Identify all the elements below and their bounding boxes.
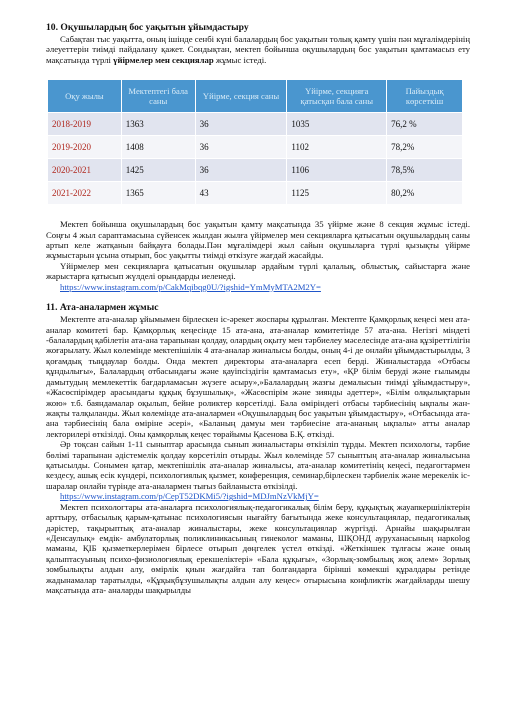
intro-text-part2: жұмыс істеді. — [213, 54, 267, 65]
table-row — [48, 113, 463, 136]
class-meetings-paragraph: Әр тоқсан сайын 1-11 сыныптар арасында сынып жиналыстары өткізіліп тұрды. Мектеп психологы, тәрбие бөлімі тарапынан әдістемелік қолдау көрсетіліп отырды. Жыл көлемінде 57 сыныптың ата-аналар жиналысына қатысылды. Сонымен қатар, мектепішілік ата-аналар жиналысы, ата-аналар комитетінің кеңесі, педагогтармен кездесу, ашық есік күндері, психологиялық қызмет, конференция, семинар,бірлескен тәрбиелік және мерекелік іс-шаралар онлайн түрінде ата-аналармен тығыз байланыста өткізілді. — [46, 439, 470, 491]
participants-cell: 1125 — [287, 182, 387, 205]
header-cell-academic-year: Оқу жылы — [48, 80, 122, 113]
competitions-paragraph: Үйірмелер мен секцияларға қатысатын оқушылар әрдайым түрлі қалалық, облыстық, сайыстарға және жарыстарға қатысып жүлделі орындарды иеленеді. — [46, 260, 470, 282]
students-cell: 1425 — [121, 159, 195, 182]
section-10-intro — [46, 34, 470, 65]
intro-bold-phrase: үйірмелер мен секциялар — [113, 54, 214, 65]
table-header-row — [48, 80, 463, 113]
header-cell-clubs-count: Үйірме, секция саны — [195, 80, 287, 113]
clubs-summary-paragraph: Мектеп бойынша оқушылардың бос уақытын қамту мақсатында 35 үйірме және 8 секция жұмыс істеді. Соңғы 4 жыл сараптамасына сүйенсек жылдан жылға үйірмелер мен секцияларға қатысатын оқушылардың саны артып келе жатқанын байқауға болады.Пән мұғалімдері жыл сайын оқушыларға түрлі қызықты үйірме жұмыстарын ұсына отырып, бос уақытты тиімді өткізуге жағдай жасайды. — [46, 219, 470, 261]
participants-cell: 1035 — [287, 113, 387, 136]
students-cell: 1363 — [121, 113, 195, 136]
percentage-cell: 78,2% — [387, 136, 463, 159]
year-cell: 2018-2019 — [48, 113, 122, 136]
header-cell-percentage: Пайыздық көрсеткіш — [387, 80, 463, 113]
table-row — [48, 182, 463, 205]
section-10-heading: 10. Оқушылардың бос уақытын ұйымдастыру — [46, 22, 249, 33]
section-11-heading: 11. Ата-аналармен жұмыс — [46, 302, 159, 314]
percentage-cell: 78,5% — [387, 159, 463, 182]
intro-text-part1: Сабақтан тыс уақытта, оның ішінде сенбі күні балалардың бос уақытын толық қамту үшін пән мұғалімдерінің әлеуеттерін тиімді пайдалану қажет. Сондықтан, мектеп бойынша оқушылардың бос уақытын қамтамасыз ету мақсатында түрлі — [46, 34, 470, 65]
table-row — [48, 159, 463, 182]
clubs-cell: 36 — [195, 113, 287, 136]
clubs-cell: 36 — [195, 159, 287, 182]
header-cell-school-students: Мектептегі бала саны — [121, 80, 195, 113]
participants-cell: 1102 — [287, 136, 387, 159]
table-row — [48, 136, 463, 159]
clubs-cell: 36 — [195, 136, 287, 159]
clubs-cell: 43 — [195, 182, 287, 205]
activity-statistics-table — [47, 79, 463, 205]
percentage-cell: 80,2% — [387, 182, 463, 205]
instagram-link-parents[interactable]: https://www.instagram.com/p/CepT52DKMi5/?igshid=MDJmNzVkMjY= — [60, 491, 319, 502]
students-cell: 1365 — [121, 182, 195, 205]
year-cell: 2019-2020 — [48, 136, 122, 159]
instagram-link-clubs[interactable]: https://www.instagram.com/p/CakMqibqg0U/?igshid=YmMyMTA2M2Y= — [60, 281, 321, 292]
year-cell: 2020-2021 — [48, 159, 122, 182]
parents-work-paragraph: Мектепте ата-аналар ұйымымен бірлескен іс-әрекет жоспары құрылған. Мектепте Қамқорлық кеңесі мен ата-аналар комитеті бар. Қамқорлық кеңесінде 15 ата-ана, ата-аналар комитетінде 57 ата-ана. Негізгі міндеті -балалардың қабілетін ата-ана тарапынан қолдау, олардың оқыту мен тәрбиелеу мәселесінде ата-ана құзіреттілігін жоғарылату. Жыл көлемінде мектепішілік 4 ата-аналар жиналысы болды, оның 4-і де онлайн ұйымдастырылды, 3 қоғамдық тыңдаулар болды. Онда мектеп директоры ата-аналарға есеп берді. Жиналыстарда «Отбасы құндылығы», Балалардың отбасындағы және қауіпсіздігін қамтамасыз ету», «ҚР білім беруді және ғылымды дамытудың мемлекеттік бағдарламасын жүзеге асыру»,»Балалардың жазғы демалысын тиімді ұйымдастыру», «Жасөспірімдер арасындағы құқық бұзушылық», «Жасөспірім және зиянды әдеттер», «Білім олқылықтарын жою» т.б. баяндамалар оқылып, бейне роликтер көрсетілді. Бала өміріндегі отбасы тәрбиесінің ықпалы жан-жақты талқыланды. Жыл көлемінде ата-аналармен «Оқушылардың бос уақытын ұйымдастыру», «Отбасында ата-ана тәрбиесінің бала өміріне әсері», «Баланың дамуы мен тәрбиесіне ата-ананың ықпалы» атты аналар лекторилері өткізілді. Оны қамқорлық кеңес төрайымы Қасенова Б.Қ. өткізді. — [46, 314, 470, 439]
psychologists-paragraph: Мектеп психологтары ата-аналарға психологиялық-педагогикалық білім беру, құқықтық жауапкершіліктерін арттыру, отбасылық қарым-қатынас психологиясын нығайту бағытында жеке консультациялар, педагогикалық дәрістер, тақырыптық ата-аналар жиналыстары, жеке консультациялар жүргізді. Арнайы шақырылған «Денсаулық» емдік- амбулаторлық поликлиникасының гинеколог маманы, ШҚОНД ауруханасының наркolog маманы, ҚІБ қызметкерлерімен бірлесе отырып дөңгелек үстел өткізді. «Жеткіншек тұлғасы және оның қалыптасуының психо-физиологиялық ерекшеліктері» «Бала құқығы», «Зорлық-зомбылық жоқ әлем» Зорлық зомбылықты алдын алу, өмірлік қиын жағдайға тап болғандарға бірінші көмекші құралдары ретінде жадынамалар таратылды, «Құқықбұзушылықты алдын алу кеңес» отырысына конфликтік жағдайларды шешу мақсатында ата- аналарды шақырылды — [46, 501, 470, 595]
year-cell: 2021-2022 — [48, 182, 122, 205]
percentage-cell: 76,2 % — [387, 113, 463, 136]
students-cell: 1408 — [121, 136, 195, 159]
header-cell-participants: Үйірме, секцияға қатысқан бала саны — [287, 80, 387, 113]
participants-cell: 1106 — [287, 159, 387, 182]
